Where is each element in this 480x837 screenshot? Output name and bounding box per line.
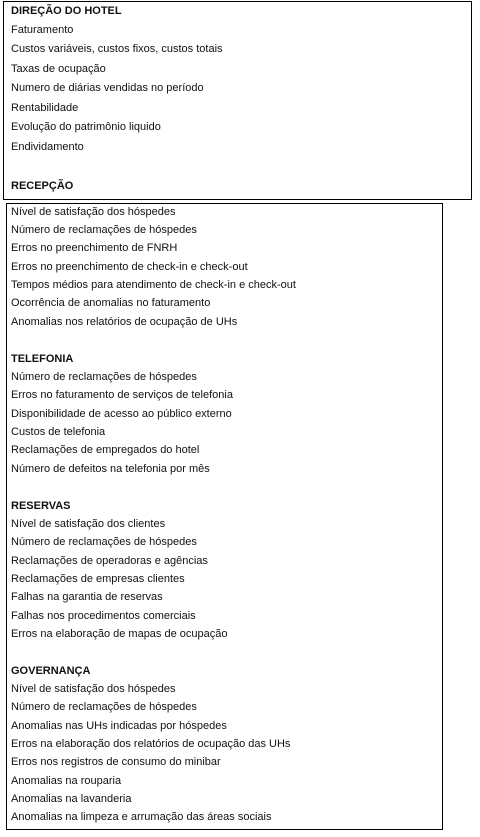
recepcao-heading: RECEPÇÃO — [11, 180, 74, 192]
telefonia-item: Reclamações de empregados do hotel — [11, 444, 200, 456]
telefonia-item: Número de defeitos na telefonia por mês — [11, 463, 210, 475]
governanca-heading: GOVERNANÇA — [11, 665, 91, 677]
direcao-section-box — [3, 1, 472, 200]
governanca-item: Anomalias nas UHs indicadas por hóspedes — [11, 720, 227, 732]
telefonia-item: Disponibilidade de acesso ao público externo — [11, 408, 232, 420]
governanca-item: Erros nos registros de consumo do minibar — [11, 756, 221, 768]
departments-section-box — [6, 203, 443, 830]
governanca-item: Erros na elaboração dos relatórios de ocupação das UHs — [11, 738, 291, 750]
recepcao-item: Anomalias nos relatórios de ocupação de UHs — [11, 316, 238, 328]
telefonia-item: Número de reclamações de hóspedes — [11, 371, 197, 383]
reservas-heading: RESERVAS — [11, 500, 71, 512]
reservas-item: Falhas nos procedimentos comerciais — [11, 610, 196, 622]
reservas-item: Nível de satisfação dos clientes — [11, 518, 166, 530]
recepcao-item: Nível de satisfação dos hóspedes — [11, 206, 176, 218]
recepcao-item: Ocorrência de anomalias no faturamento — [11, 297, 211, 309]
reservas-item: Erros na elaboração de mapas de ocupação — [11, 628, 228, 640]
recepcao-item: Erros no preenchimento de check-in e check-out — [11, 261, 248, 273]
direcao-item: Taxas de ocupação — [11, 63, 106, 75]
reservas-item: Reclamações de operadoras e agências — [11, 555, 208, 567]
governanca-item: Número de reclamações de hóspedes — [11, 701, 197, 713]
recepcao-item: Erros no preenchimento de FNRH — [11, 242, 178, 254]
telefonia-item: Erros no faturamento de serviços de telefonia — [11, 389, 233, 401]
direcao-item: Rentabilidade — [11, 102, 79, 114]
governanca-item: Anomalias na rouparia — [11, 775, 122, 787]
telefonia-item: Custos de telefonia — [11, 426, 106, 438]
direcao-item: Evolução do patrimônio liquido — [11, 121, 161, 133]
telefonia-heading: TELEFONIA — [11, 353, 74, 365]
governanca-item: Anomalias na lavanderia — [11, 793, 132, 805]
governanca-item: Anomalias na limpeza e arrumação das áreas sociais — [11, 811, 272, 823]
recepcao-item: Tempos médios para atendimento de check-in e check-out — [11, 279, 296, 291]
direcao-item: Endividamento — [11, 141, 84, 153]
reservas-item: Falhas na garantia de reservas — [11, 591, 163, 603]
reservas-item: Reclamações de empresas clientes — [11, 573, 185, 585]
direcao-item: Faturamento — [11, 24, 74, 36]
direcao-item: Numero de diárias vendidas no período — [11, 82, 204, 94]
direcao-item: Custos variáveis, custos fixos, custos totais — [11, 43, 223, 55]
recepcao-item: Número de reclamações de hóspedes — [11, 224, 197, 236]
direcao-heading: DIREÇÃO DO HOTEL — [11, 5, 122, 17]
governanca-item: Nível de satisfação dos hóspedes — [11, 683, 176, 695]
reservas-item: Número de reclamações de hóspedes — [11, 536, 197, 548]
